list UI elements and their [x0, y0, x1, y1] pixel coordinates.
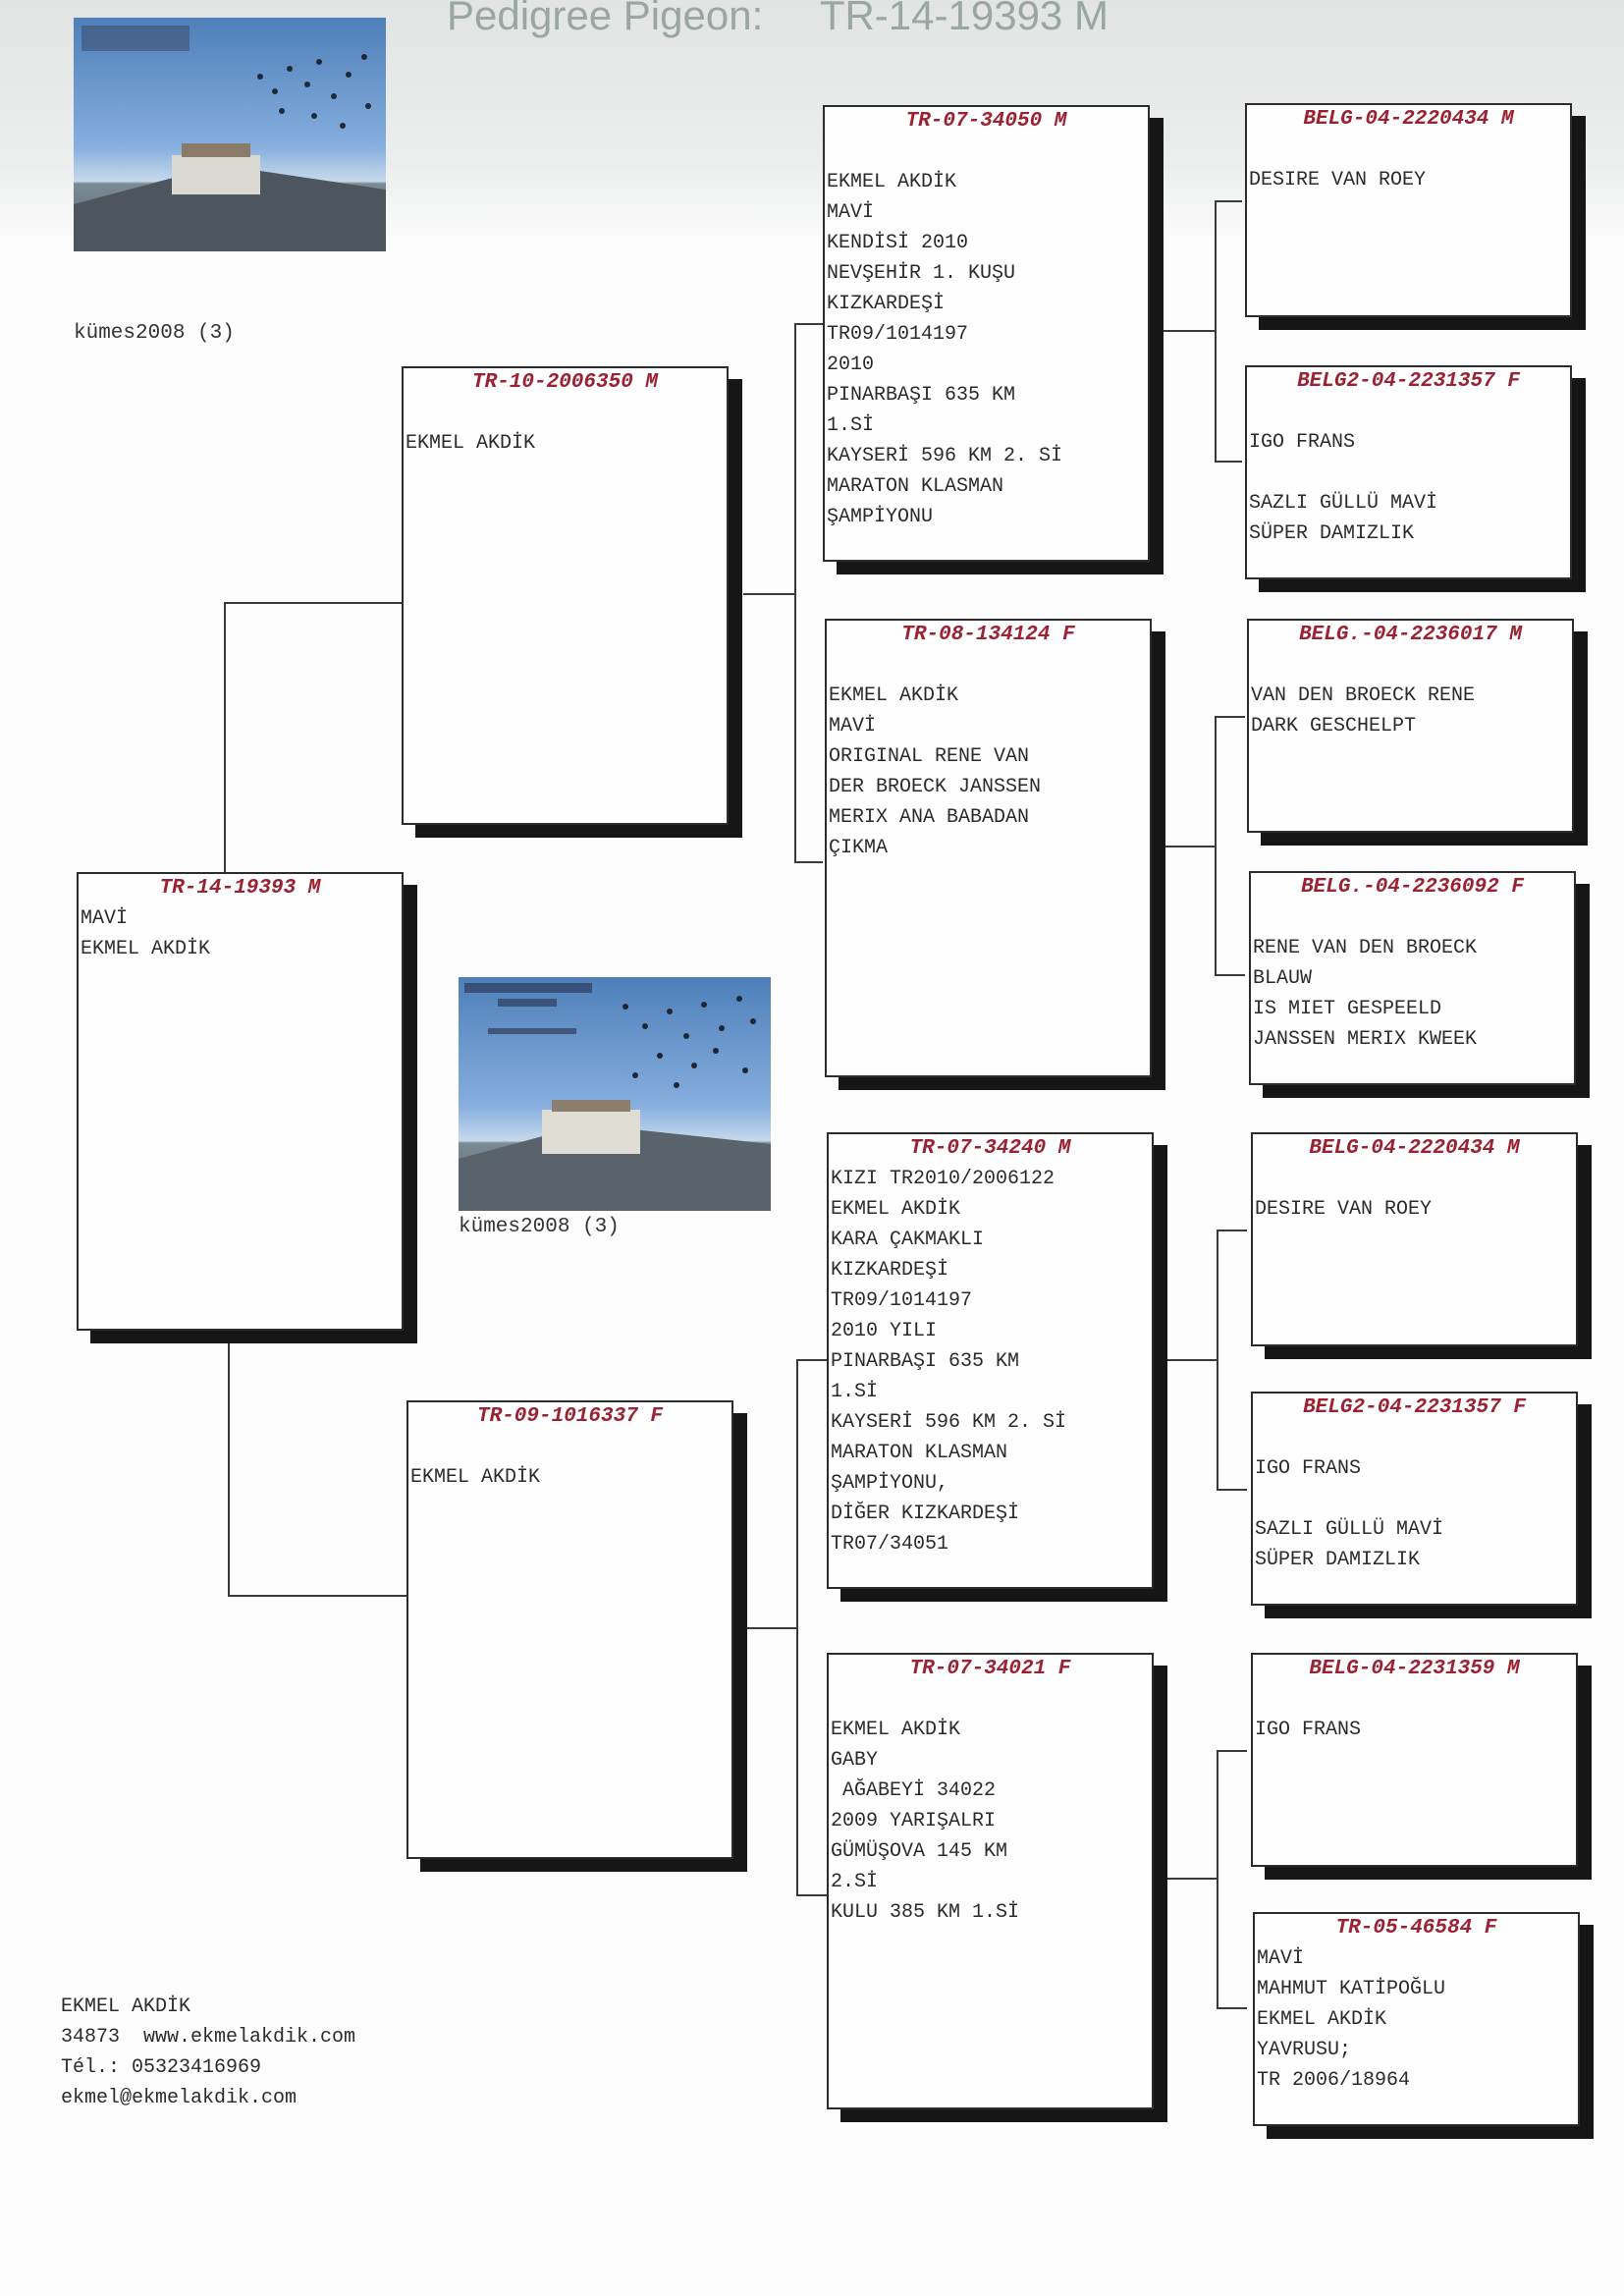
ds-dam-line: SAZLI GÜLLÜ MAVİ [1255, 1518, 1444, 1541]
sire-line [404, 398, 727, 428]
footer-breeder-name: EKMEL AKDİK [61, 1995, 191, 2018]
ds-dam-line [1253, 1484, 1576, 1514]
photo-caption: kümes2008 (3) [74, 322, 235, 345]
dam-dam-line: 2.Sİ [831, 1871, 879, 1893]
dam-sire-line: KARA ÇAKMAKLI [831, 1229, 985, 1251]
ss-dam-box [1245, 365, 1572, 579]
dd-dam-line: TR 2006/18964 [1257, 2069, 1411, 2092]
ss-dam-line [1247, 397, 1570, 427]
sire-dam-line: ORIGINAL RENE VAN [829, 745, 1030, 768]
sd-sire-box [1247, 619, 1574, 833]
sire-dam-line [827, 650, 1150, 681]
dam-sire-box [827, 1132, 1154, 1589]
sire-dam-line: MERIX ANA BABADAN [829, 806, 1030, 829]
sire-sire-line: 1.Sİ [827, 414, 875, 437]
sire-sire-line: KENDİSİ 2010 [827, 232, 969, 254]
sire-sire-line: 2010 [827, 354, 875, 376]
dd-sire-box [1251, 1653, 1578, 1867]
sd-sire-ring-id: BELG.-04-2236017 M [1299, 624, 1522, 646]
sd-dam-box [1249, 871, 1576, 1085]
sire-box [402, 366, 729, 825]
ss-dam-line: SAZLI GÜLLÜ MAVİ [1249, 492, 1438, 515]
sire-sire-line [825, 137, 1148, 167]
ds-sire-line: DESIRE VAN ROEY [1255, 1198, 1433, 1221]
dd-sire-line: IGO FRANS [1255, 1719, 1362, 1741]
dd-sire-line [1253, 1684, 1576, 1715]
sire-sire-line: KIZKARDEŞİ [827, 293, 946, 315]
dam-sire-line: DİĞER KIZKARDEŞİ [831, 1503, 1020, 1525]
sire-dam-line: EKMEL AKDİK [829, 684, 959, 707]
ss-dam-line: SÜPER DAMIZLIK [1249, 522, 1415, 545]
sire-ring-id: TR-10-2006350 M [471, 371, 659, 394]
sd-sire-line: VAN DEN BROECK RENE [1251, 684, 1476, 707]
ds-sire-ring-id: BELG-04-2220434 M [1309, 1137, 1520, 1160]
dam-dam-line: GABY [831, 1749, 879, 1772]
dam-line [408, 1432, 731, 1462]
document-title: Pedigree Pigeon: TR-14-19393 M [447, 0, 1109, 38]
sire-sire-line: ŞAMPİYONU [827, 506, 934, 528]
ds-dam-line [1253, 1423, 1576, 1453]
sire-sire-line: NEVŞEHİR 1. KUŞU [827, 262, 1016, 285]
dam-sire-line: 2010 YILI [831, 1320, 938, 1342]
dam-dam-line: GÜMÜŞOVA 145 KM [831, 1840, 1008, 1863]
ds-sire-box [1251, 1132, 1578, 1346]
dd-dam-line: EKMEL AKDİK [1257, 2008, 1387, 2031]
footer-website: 34873 www.ekmelakdik.com [61, 2026, 356, 2049]
sire-dam-line: MAVİ [829, 715, 877, 738]
sd-dam-line: BLAUW [1253, 967, 1313, 990]
dam-dam-line: AĞABEYİ 34022 [831, 1779, 997, 1802]
ds-dam-ring-id: BELG2-04-2231357 F [1303, 1396, 1526, 1419]
dam-sire-line: PINARBAŞI 635 KM [831, 1350, 1020, 1373]
sire-dam-ring-id: TR-08-134124 F [901, 624, 1075, 646]
sire-sire-line: MAVİ [827, 201, 875, 224]
sd-dam-ring-id: BELG.-04-2236092 F [1301, 876, 1524, 899]
sire-sire-line: TR09/1014197 [827, 323, 969, 346]
dam-dam-line: KULU 385 KM 1.Sİ [831, 1901, 1020, 1924]
dam-sire-line: 1.Sİ [831, 1381, 879, 1403]
ss-sire-ring-id: BELG-04-2220434 M [1303, 108, 1514, 131]
dam-box [406, 1400, 733, 1859]
dam-sire-line: KIZKARDEŞİ [831, 1259, 949, 1282]
ds-dam-line: IGO FRANS [1255, 1457, 1362, 1480]
pigeon-box [77, 872, 404, 1331]
dam-sire-line: MARATON KLASMAN [831, 1442, 1008, 1464]
dam-line: EKMEL AKDİK [410, 1466, 541, 1489]
footer-phone: Tél.: 05323416969 [61, 2056, 262, 2079]
dam-sire-ring-id: TR-07-34240 M [909, 1137, 1071, 1160]
dd-dam-box [1253, 1912, 1580, 2126]
ds-sire-line [1253, 1164, 1576, 1194]
sire-sire-line: KAYSERİ 596 KM 2. Sİ [827, 445, 1063, 467]
ss-dam-line: IGO FRANS [1249, 431, 1356, 454]
photo-caption-2: kümes2008 (3) [459, 1216, 620, 1238]
sd-sire-line: DARK GESCHELPT [1251, 715, 1417, 738]
sire-dam-line: ÇIKMA [829, 837, 889, 859]
dam-dam-line: EKMEL AKDİK [831, 1719, 961, 1741]
dam-sire-line: TR09/1014197 [831, 1289, 973, 1312]
dam-dam-box [827, 1653, 1154, 2109]
dam-sire-line: KAYSERİ 596 KM 2. Sİ [831, 1411, 1067, 1434]
ss-sire-line: DESIRE VAN ROEY [1249, 169, 1427, 191]
dd-dam-line: MAVİ [1257, 1947, 1305, 1970]
sire-line: EKMEL AKDİK [406, 432, 536, 455]
sire-sire-box [823, 105, 1150, 562]
dd-dam-line: MAHMUT KATİPOĞLU [1257, 1978, 1446, 2000]
sd-sire-line [1249, 650, 1572, 681]
ss-dam-ring-id: BELG2-04-2231357 F [1297, 370, 1520, 393]
ds-dam-box [1251, 1392, 1578, 1606]
pigeon-ring-id: TR-14-19393 M [159, 877, 321, 900]
dam-sire-line: EKMEL AKDİK [831, 1198, 961, 1221]
dam-sire-line: KIZI TR2010/2006122 [831, 1168, 1056, 1190]
dam-dam-line: 2009 YARIŞALRI [831, 1810, 997, 1832]
sd-dam-line: IS MIET GESPEELD [1253, 998, 1442, 1020]
dam-sire-line: TR07/34051 [831, 1533, 949, 1556]
sire-dam-box [825, 619, 1152, 1077]
sire-sire-line: EKMEL AKDİK [827, 171, 957, 193]
ss-sire-box [1245, 103, 1572, 317]
pigeon-line: EKMEL AKDİK [81, 938, 211, 960]
ds-dam-line: SÜPER DAMIZLIK [1255, 1549, 1421, 1571]
footer-email: ekmel@ekmelakdik.com [61, 2087, 298, 2109]
sd-dam-line [1251, 902, 1574, 933]
ss-dam-line [1247, 458, 1570, 488]
dd-dam-ring-id: TR-05-46584 F [1335, 1917, 1497, 1940]
sire-sire-line: PINARBAŞI 635 KM [827, 384, 1016, 407]
ss-sire-line [1247, 135, 1570, 165]
dam-dam-line [829, 1684, 1152, 1715]
sd-dam-line: RENE VAN DEN BROECK [1253, 937, 1478, 959]
pigeon-line: MAVİ [81, 907, 129, 930]
dd-sire-ring-id: BELG-04-2231359 M [1309, 1658, 1520, 1680]
sire-sire-ring-id: TR-07-34050 M [905, 110, 1067, 133]
dam-dam-ring-id: TR-07-34021 F [909, 1658, 1071, 1680]
dd-dam-line: YAVRUSU; [1257, 2039, 1352, 2061]
dam-sire-line: ŞAMPİYONU, [831, 1472, 949, 1495]
dam-ring-id: TR-09-1016337 F [476, 1405, 664, 1428]
sire-sire-line: MARATON KLASMAN [827, 475, 1004, 498]
sire-dam-line: DER BROECK JANSSEN [829, 776, 1042, 798]
sd-dam-line: JANSSEN MERIX KWEEK [1253, 1028, 1478, 1051]
